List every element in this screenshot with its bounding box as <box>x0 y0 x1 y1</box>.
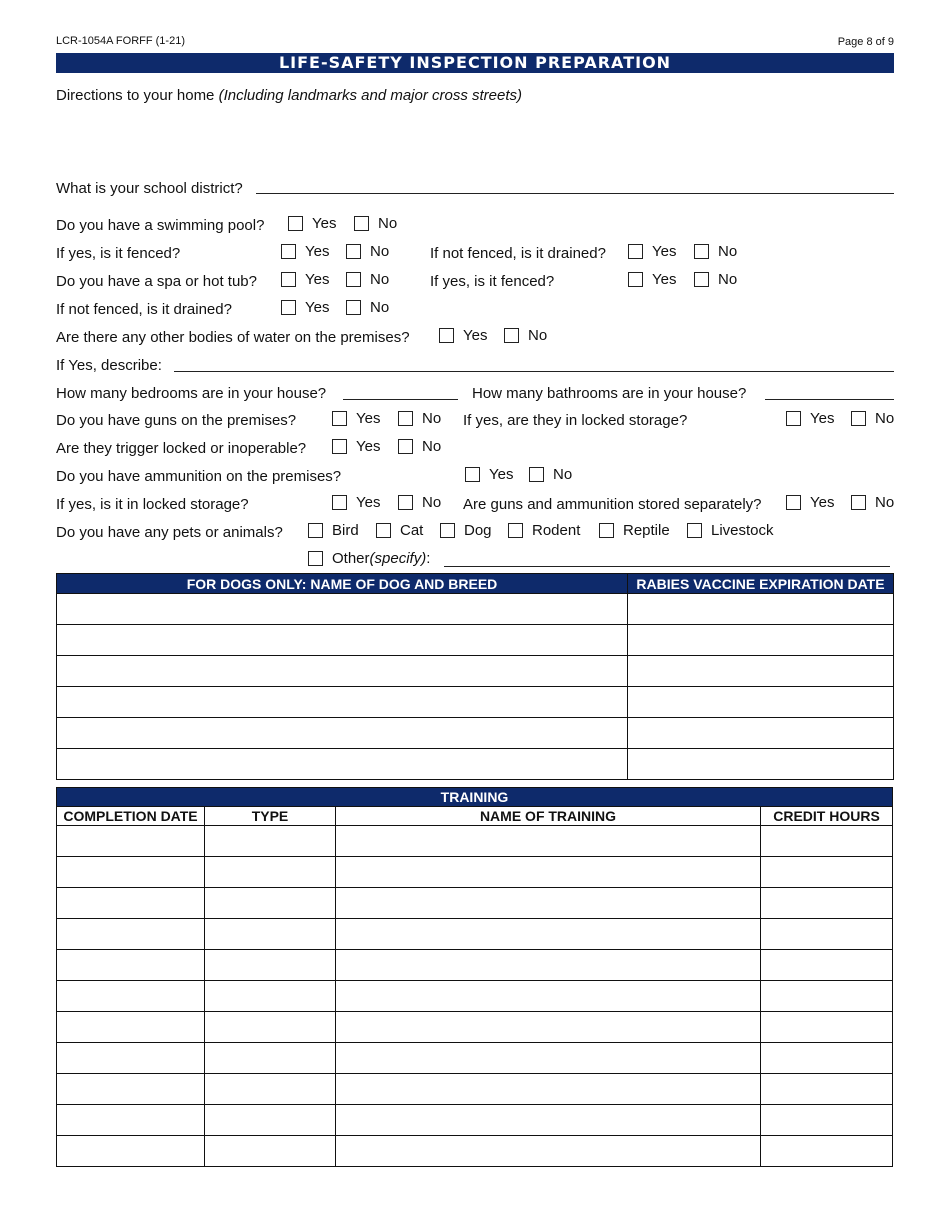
option-label: Other <box>332 550 370 567</box>
checkbox-box <box>281 272 296 287</box>
table-row <box>57 625 894 656</box>
pool-label: Do you have a swimming pool? <box>56 217 265 234</box>
page-title: LIFE-SAFETY INSPECTION PREPARATION <box>56 53 894 73</box>
table-row <box>57 749 894 780</box>
type-cell[interactable] <box>205 1136 336 1167</box>
spa-no-checkbox[interactable] <box>346 271 389 288</box>
training-name-cell[interactable] <box>336 981 761 1012</box>
training-name-cell[interactable] <box>336 1043 761 1074</box>
checkbox-box <box>508 523 523 538</box>
guns-no-checkbox[interactable] <box>398 410 441 427</box>
trigger-locked-label: Are they trigger locked or inoperable? <box>56 440 307 457</box>
pool-yes-checkbox[interactable] <box>288 215 336 232</box>
training-name-cell[interactable] <box>336 857 761 888</box>
pool-fenced-yes-checkbox[interactable] <box>281 243 329 260</box>
training-name-cell[interactable] <box>336 1074 761 1105</box>
checkbox-box <box>346 244 361 259</box>
pool-drained-yes-checkbox[interactable] <box>628 243 676 260</box>
stored-separately-yes-checkbox[interactable] <box>786 494 834 511</box>
option-label: Reptile <box>623 522 670 539</box>
checkbox-box <box>332 411 347 426</box>
training-title: TRAINING <box>57 788 893 807</box>
pet-bird-checkbox[interactable] <box>308 522 359 539</box>
dog-name-cell[interactable] <box>57 749 628 780</box>
table-row <box>57 687 894 718</box>
form-id: LCR-1054A FORFF (1-21) <box>56 35 185 47</box>
option-label: Livestock <box>711 522 774 539</box>
pet-other-field[interactable] <box>444 566 890 567</box>
option-label: No <box>875 410 895 427</box>
water-describe-field[interactable] <box>174 371 894 372</box>
checkbox-box <box>376 523 391 538</box>
training-name-cell[interactable] <box>336 1012 761 1043</box>
table-row <box>57 826 893 857</box>
dogs-col-rabies: RABIES VACCINE EXPIRATION DATE <box>628 574 894 594</box>
ammo-locked-label: If yes, is it in locked storage? <box>56 496 249 513</box>
spa-drained-label: If not fenced, is it drained? <box>56 301 232 318</box>
credit-hours-cell[interactable] <box>761 1136 893 1167</box>
option-label: No <box>422 410 442 427</box>
checkbox-box <box>504 328 519 343</box>
col-type: TYPE <box>205 807 336 826</box>
checkbox-box <box>694 272 709 287</box>
credit-hours-cell[interactable] <box>761 1012 893 1043</box>
completion-date-cell[interactable] <box>57 1074 205 1105</box>
option-label: No <box>718 243 738 260</box>
option-colon: : <box>426 550 431 567</box>
checkbox-box <box>439 328 454 343</box>
completion-date-cell[interactable] <box>57 826 205 857</box>
rabies-date-cell[interactable] <box>628 687 894 718</box>
option-label: Yes <box>305 243 330 260</box>
option-label: Dog <box>464 522 492 539</box>
water-describe-label: If Yes, describe: <box>56 357 162 374</box>
dog-name-cell[interactable] <box>57 687 628 718</box>
checkbox-box <box>308 523 323 538</box>
training-name-cell[interactable] <box>336 888 761 919</box>
option-label: Rodent <box>532 522 581 539</box>
option-label: Yes <box>489 466 514 483</box>
credit-hours-cell[interactable] <box>761 857 893 888</box>
type-cell[interactable] <box>205 1012 336 1043</box>
col-completion-date: COMPLETION DATE <box>57 807 205 826</box>
completion-date-cell[interactable] <box>57 1012 205 1043</box>
type-cell[interactable] <box>205 950 336 981</box>
option-label: Yes <box>356 410 381 427</box>
trigger-locked-yes-checkbox[interactable] <box>332 438 380 455</box>
bedrooms-field[interactable] <box>343 399 458 400</box>
dog-name-cell[interactable] <box>57 594 628 625</box>
type-cell[interactable] <box>205 1074 336 1105</box>
table-row <box>57 950 893 981</box>
checkbox-box <box>281 300 296 315</box>
option-label: Cat <box>400 522 424 539</box>
option-label: No <box>422 438 442 455</box>
credit-hours-cell[interactable] <box>761 981 893 1012</box>
stored-separately-label: Are guns and ammunition stored separately? <box>463 496 762 513</box>
guns-locked-label: If yes, are they in locked storage? <box>463 412 688 429</box>
table-row <box>57 656 894 687</box>
dog-name-cell[interactable] <box>57 656 628 687</box>
guns-label: Do you have guns on the premises? <box>56 412 297 429</box>
checkbox-box <box>398 439 413 454</box>
table-row <box>57 1043 893 1074</box>
dog-name-cell[interactable] <box>57 625 628 656</box>
table-row <box>57 1105 893 1136</box>
table-row <box>57 888 893 919</box>
table-row <box>57 857 893 888</box>
col-name-of-training: NAME OF TRAINING <box>336 807 761 826</box>
option-label: Yes <box>810 410 835 427</box>
page-number: Page 8 of 9 <box>837 36 894 48</box>
guns-locked-yes-checkbox[interactable] <box>786 410 834 427</box>
option-label: Yes <box>810 494 835 511</box>
checkbox-box <box>398 411 413 426</box>
school-district-label: What is your school district? <box>56 180 243 197</box>
water-bodies-no-checkbox[interactable] <box>504 327 547 344</box>
option-label: No <box>528 327 548 344</box>
spa-fenced-label: If yes, is it fenced? <box>430 273 555 290</box>
checkbox-box <box>851 495 866 510</box>
table-row <box>57 1136 893 1167</box>
option-label: No <box>378 215 398 232</box>
checkbox-box <box>786 411 801 426</box>
checkbox-box <box>599 523 614 538</box>
type-cell[interactable] <box>205 919 336 950</box>
type-cell[interactable] <box>205 857 336 888</box>
table-row <box>57 1012 893 1043</box>
option-label: No <box>553 466 573 483</box>
bathrooms-field[interactable] <box>765 399 894 400</box>
directions-label-text: Directions to your home <box>56 87 219 104</box>
option-label: No <box>718 271 738 288</box>
pool-fenced-no-checkbox[interactable] <box>346 243 389 260</box>
pet-dog-checkbox[interactable] <box>440 522 492 539</box>
checkbox-box <box>529 467 544 482</box>
spa-fenced-no-checkbox[interactable] <box>694 271 737 288</box>
option-label: Yes <box>305 299 330 316</box>
ammo-locked-yes-checkbox[interactable] <box>332 494 380 511</box>
pets-label: Do you have any pets or animals? <box>56 524 283 541</box>
credit-hours-cell[interactable] <box>761 826 893 857</box>
dog-name-cell[interactable] <box>57 718 628 749</box>
option-specify: (specify) <box>369 550 427 567</box>
dogs-table <box>56 573 894 780</box>
rabies-date-cell[interactable] <box>628 656 894 687</box>
directions-hint: (Including landmarks and major cross streets) <box>218 87 523 104</box>
training-name-cell[interactable] <box>336 826 761 857</box>
type-cell[interactable] <box>205 888 336 919</box>
water-bodies-label: Are there any other bodies of water on the premises? <box>56 329 410 346</box>
bedrooms-label: How many bedrooms are in your house? <box>56 385 327 402</box>
spa-fenced-yes-checkbox[interactable] <box>628 271 676 288</box>
completion-date-cell[interactable] <box>57 1136 205 1167</box>
stored-separately-no-checkbox[interactable] <box>851 494 894 511</box>
bathrooms-label: How many bathrooms are in your house? <box>472 385 747 402</box>
option-label: No <box>370 271 390 288</box>
checkbox-box <box>851 411 866 426</box>
checkbox-box <box>332 495 347 510</box>
option-label: No <box>370 243 390 260</box>
completion-date-cell[interactable] <box>57 1043 205 1074</box>
pet-other-checkbox[interactable] <box>308 550 430 567</box>
checkbox-box <box>694 244 709 259</box>
checkbox-box <box>628 272 643 287</box>
checkbox-box <box>332 439 347 454</box>
checkbox-box <box>628 244 643 259</box>
option-label: No <box>422 494 442 511</box>
pet-livestock-checkbox[interactable] <box>687 522 774 539</box>
checkbox-box <box>354 216 369 231</box>
type-cell[interactable] <box>205 826 336 857</box>
dogs-col-name: FOR DOGS ONLY: NAME OF DOG AND BREED <box>57 574 628 594</box>
credit-hours-cell[interactable] <box>761 888 893 919</box>
training-name-cell[interactable] <box>336 919 761 950</box>
checkbox-box <box>346 300 361 315</box>
training-name-cell[interactable] <box>336 1105 761 1136</box>
pool-drained-label: If not fenced, is it drained? <box>430 245 606 262</box>
table-row <box>57 1074 893 1105</box>
spa-label: Do you have a spa or hot tub? <box>56 273 257 290</box>
table-row <box>57 718 894 749</box>
training-name-cell[interactable] <box>336 950 761 981</box>
checkbox-box <box>281 244 296 259</box>
type-cell[interactable] <box>205 1043 336 1074</box>
completion-date-cell[interactable] <box>57 981 205 1012</box>
pool-drained-no-checkbox[interactable] <box>694 243 737 260</box>
ammo-locked-no-checkbox[interactable] <box>398 494 441 511</box>
rabies-date-cell[interactable] <box>628 718 894 749</box>
option-label: Yes <box>652 271 677 288</box>
completion-date-cell[interactable] <box>57 857 205 888</box>
credit-hours-cell[interactable] <box>761 1105 893 1136</box>
completion-date-cell[interactable] <box>57 950 205 981</box>
col-credit-hours: CREDIT HOURS <box>761 807 893 826</box>
guns-yes-checkbox[interactable] <box>332 410 380 427</box>
checkbox-box <box>465 467 480 482</box>
directions-label <box>56 87 522 104</box>
credit-hours-cell[interactable] <box>761 1074 893 1105</box>
type-cell[interactable] <box>205 981 336 1012</box>
rabies-date-cell[interactable] <box>628 594 894 625</box>
pet-rodent-checkbox[interactable] <box>508 522 580 539</box>
completion-date-cell[interactable] <box>57 888 205 919</box>
option-label: Yes <box>652 243 677 260</box>
rabies-date-cell[interactable] <box>628 625 894 656</box>
option-label: No <box>370 299 390 316</box>
ammo-yes-checkbox[interactable] <box>465 466 513 483</box>
checkbox-box <box>687 523 702 538</box>
completion-date-cell[interactable] <box>57 1105 205 1136</box>
pool-no-checkbox[interactable] <box>354 215 397 232</box>
table-row <box>57 594 894 625</box>
spa-yes-checkbox[interactable] <box>281 271 329 288</box>
ammo-no-checkbox[interactable] <box>529 466 572 483</box>
completion-date-cell[interactable] <box>57 919 205 950</box>
trigger-locked-no-checkbox[interactable] <box>398 438 441 455</box>
option-label: Yes <box>356 438 381 455</box>
checkbox-box <box>346 272 361 287</box>
checkbox-box <box>288 216 303 231</box>
type-cell[interactable] <box>205 1105 336 1136</box>
checkbox-box <box>786 495 801 510</box>
option-label: Yes <box>356 494 381 511</box>
pet-cat-checkbox[interactable] <box>376 522 423 539</box>
pet-reptile-checkbox[interactable] <box>599 522 670 539</box>
directions-field[interactable] <box>56 108 894 170</box>
school-district-field[interactable] <box>256 193 894 194</box>
option-label: No <box>875 494 895 511</box>
option-label: Yes <box>312 215 337 232</box>
checkbox-box <box>440 523 455 538</box>
spa-drained-no-checkbox[interactable] <box>346 299 389 316</box>
training-table <box>56 787 893 1167</box>
option-label: Yes <box>463 327 488 344</box>
credit-hours-cell[interactable] <box>761 919 893 950</box>
credit-hours-cell[interactable] <box>761 1043 893 1074</box>
spa-drained-yes-checkbox[interactable] <box>281 299 329 316</box>
guns-locked-no-checkbox[interactable] <box>851 410 894 427</box>
credit-hours-cell[interactable] <box>761 950 893 981</box>
water-bodies-yes-checkbox[interactable] <box>439 327 487 344</box>
pool-fenced-label: If yes, is it fenced? <box>56 245 181 262</box>
checkbox-box <box>398 495 413 510</box>
training-name-cell[interactable] <box>336 1136 761 1167</box>
option-label: Yes <box>305 271 330 288</box>
table-row <box>57 981 893 1012</box>
ammo-label: Do you have ammunition on the premises? <box>56 468 342 485</box>
option-label: Bird <box>332 522 359 539</box>
rabies-date-cell[interactable] <box>628 749 894 780</box>
table-row <box>57 919 893 950</box>
checkbox-box <box>308 551 323 566</box>
